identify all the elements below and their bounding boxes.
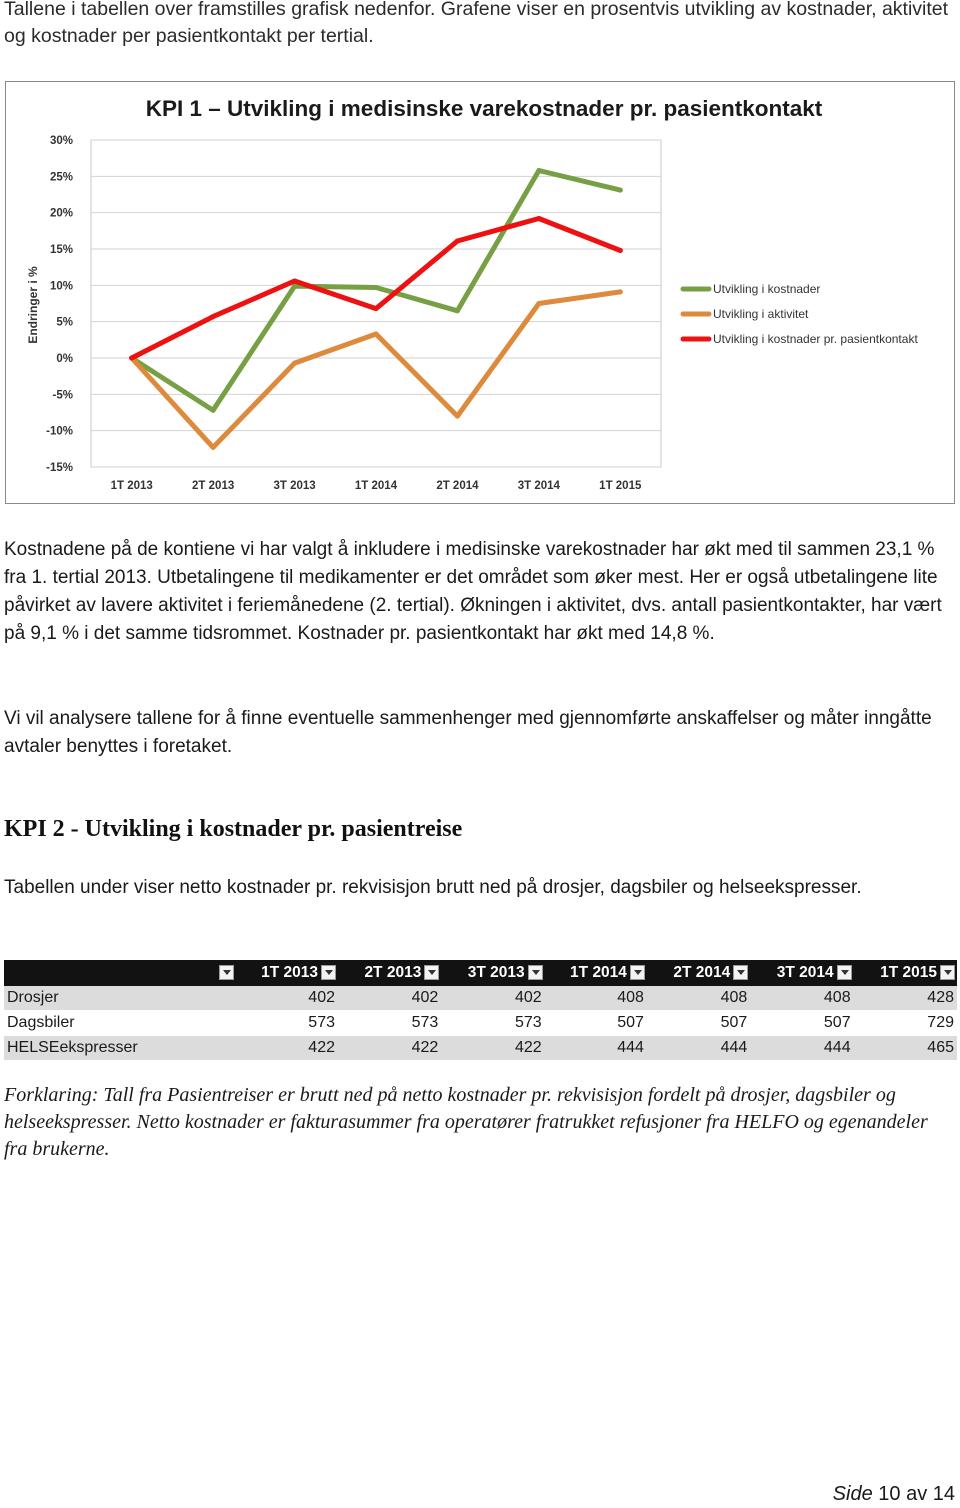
table-cell: 402	[236, 986, 338, 1011]
table-cell: 507	[545, 1011, 647, 1036]
series-point-2	[211, 445, 216, 450]
y-tick-label: -5%	[52, 389, 73, 402]
table-cell: 422	[338, 1036, 441, 1061]
filter-dropdown-icon[interactable]	[321, 965, 336, 980]
table-header-cell[interactable]: 2T 2014	[647, 960, 750, 986]
table-cell: 507	[750, 1011, 853, 1036]
series-point-1	[618, 188, 623, 193]
series-point-2	[292, 361, 297, 366]
table-cell: 444	[545, 1036, 647, 1061]
series-point-1	[211, 408, 216, 413]
y-tick-label: 5%	[56, 316, 73, 329]
x-tick-label: 3T 2013	[273, 480, 316, 492]
chart-y-axis-label: Endringer i %	[26, 266, 40, 344]
series-point-1	[455, 308, 460, 313]
table-cell: 573	[338, 1011, 441, 1036]
table-header-cell[interactable]: 1T 2014	[545, 960, 647, 986]
table-header-name-column[interactable]	[4, 960, 236, 986]
cost-table	[4, 960, 957, 1061]
series-point-3	[129, 356, 134, 361]
series-point-3	[618, 248, 623, 253]
x-tick-label: 2T 2014	[436, 480, 479, 492]
x-tick-label: 1T 2015	[599, 480, 642, 492]
table-cell-name: HELSEekspresser	[4, 1036, 236, 1061]
series-point-1	[374, 285, 379, 290]
paragraph-table-intro: Tabellen under viser netto kostnader pr. rekvisisjon brutt ned på drosjer, dagsbiler og helseekspresser.	[4, 877, 862, 898]
table-cell: 422	[441, 1036, 544, 1061]
page-number: 10 av 14	[878, 1483, 955, 1505]
filter-dropdown-icon[interactable]	[219, 965, 234, 980]
table-row	[4, 1011, 957, 1036]
filter-dropdown-icon[interactable]	[837, 965, 852, 980]
series-point-3	[536, 216, 541, 221]
kpi2-heading: KPI 2 - Utvikling i kostnader pr. pasientreise	[4, 816, 463, 842]
series-point-2	[618, 289, 623, 294]
table-header-cell[interactable]: 3T 2013	[441, 960, 544, 986]
table-cell: 422	[236, 1036, 338, 1061]
table-header-cell[interactable]: 3T 2014	[750, 960, 853, 986]
table-cell: 573	[441, 1011, 544, 1036]
series-point-3	[292, 278, 297, 283]
table-header-row	[4, 960, 957, 986]
table-cell: 408	[545, 986, 647, 1011]
table-cell-name: Dagsbiler	[4, 1011, 236, 1036]
table-cell: 428	[854, 986, 957, 1011]
y-tick-label: 10%	[49, 280, 73, 293]
table-row	[4, 986, 957, 1011]
page-footer	[833, 1483, 955, 1506]
y-tick-label: 30%	[49, 135, 73, 147]
table-cell: 507	[647, 1011, 750, 1036]
plot-area	[91, 140, 661, 467]
table-cell-name: Drosjer	[4, 986, 236, 1011]
y-tick-label: 15%	[49, 244, 73, 256]
filter-dropdown-icon[interactable]	[528, 965, 543, 980]
legend-label: Utvikling i kostnader	[713, 282, 821, 296]
y-tick-label: 25%	[49, 171, 73, 184]
x-tick-label: 1T 2013	[110, 480, 153, 492]
table-cell: 573	[236, 1011, 338, 1036]
series-point-3	[374, 306, 379, 311]
table-cell: 408	[647, 986, 750, 1011]
table-header-cell[interactable]: 1T 2015	[854, 960, 957, 986]
filter-dropdown-icon[interactable]	[940, 965, 955, 980]
intro-text: Tallene i tabellen over framstilles grafisk nedenfor. Grafene viser en prosentvis utvikling av kostnader, aktivitet og kostnader per pasientkontakt per tertial.	[4, 0, 949, 47]
series-point-1	[536, 168, 541, 173]
paragraph-kpi1-analysis: Kostnadene på de kontiene vi har valgt å inkludere i medisinske varekostnader har økt med til sammen 23,1 % fra 1. tertial 2013. Utbetalingene til medikamenter er det området som øker mest. Her er også utbetalingene lite påvirket av lavere aktivitet i feriemånedene (2. tertial). Økningen i aktivitet, dvs. antall pasientkontakter, har vært på 9,1 % i det samme tidsrommet. Kostnader pr. pasientkontakt har økt med 14,8 %.	[4, 539, 942, 644]
table-cell: 408	[750, 986, 853, 1011]
table-cell: 729	[854, 1011, 957, 1036]
kpi1-chart-svg	[6, 82, 954, 503]
table-header-cell[interactable]: 1T 2013	[236, 960, 338, 986]
series-point-3	[455, 239, 460, 244]
filter-dropdown-icon[interactable]	[424, 965, 439, 980]
x-tick-label: 1T 2014	[354, 480, 398, 492]
filter-dropdown-icon[interactable]	[733, 965, 748, 980]
cost-table-container	[4, 960, 957, 1057]
y-tick-label: -15%	[46, 462, 73, 474]
table-cell: 444	[647, 1036, 750, 1061]
chart-title: KPI 1 – Utvikling i medisinske varekostnader pr. pasientkontakt	[145, 96, 823, 121]
y-tick-label: 0%	[56, 353, 73, 365]
legend-label: Utvikling i kostnader pr. pasientkontakt	[713, 332, 918, 346]
series-point-3	[211, 314, 216, 319]
filter-dropdown-icon[interactable]	[630, 965, 645, 980]
table-row	[4, 1036, 957, 1061]
page-number-label: Side	[832, 1483, 873, 1505]
paragraph-analysis-plan: Vi vil analysere tallene for å finne eventuelle sammenhenger med gjennomførte anskaffelser og måter inngåtte avtaler benyttes i foretaket.	[4, 708, 932, 757]
series-point-2	[536, 301, 541, 306]
table-header-cell[interactable]: 2T 2013	[338, 960, 441, 986]
x-tick-label: 2T 2013	[192, 480, 235, 492]
table-cell: 402	[441, 986, 544, 1011]
series-point-2	[455, 414, 460, 419]
y-tick-label: -10%	[46, 425, 73, 438]
table-cell: 465	[854, 1036, 957, 1061]
legend-label: Utvikling i aktivitet	[713, 307, 809, 321]
table-explanation: Forklaring: Tall fra Pasientreiser er brutt ned på netto kostnader pr. rekvisisjon fordelt på drosjer, dagsbiler og helseekspresser. Netto kostnader er fakturasummer fra operatører fratrukket refusjoner fra HELFO og egenandeler fra brukerne.	[4, 1084, 928, 1160]
table-cell: 444	[750, 1036, 853, 1061]
y-tick-label: 20%	[49, 207, 73, 220]
x-tick-label: 3T 2014	[517, 480, 560, 492]
table-cell: 402	[338, 986, 441, 1011]
series-point-2	[374, 332, 379, 337]
kpi1-chart	[5, 81, 955, 504]
